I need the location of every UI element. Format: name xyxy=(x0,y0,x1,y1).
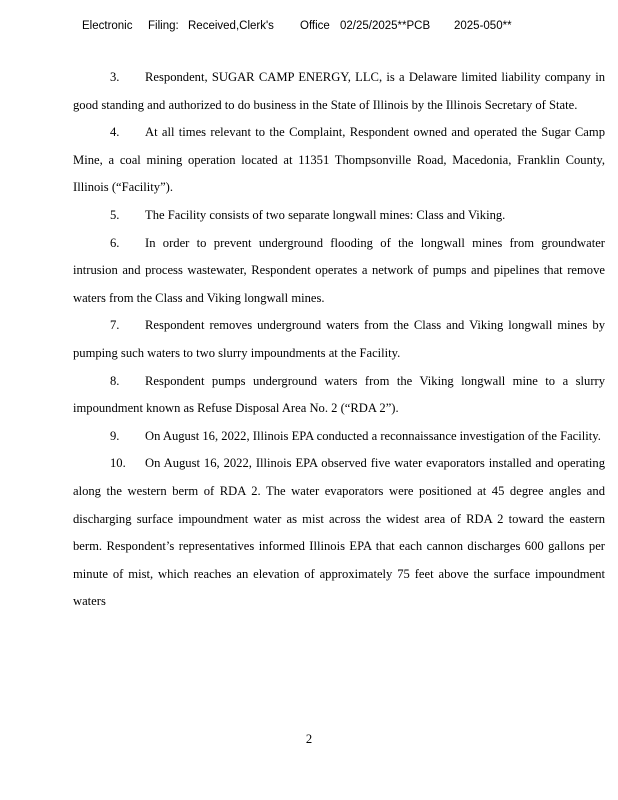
header-electronic: Electronic xyxy=(82,20,133,32)
document-body xyxy=(73,64,605,616)
paragraph-text: In order to prevent underground flooding of the longwall mines from groundwater intrusion and process wastewater, Respondent operates a network of pumps and pipelines that remove waters from the Class and Viking longwall mines. xyxy=(73,235,605,305)
paragraph-number: 5. xyxy=(110,207,120,222)
paragraph-9 xyxy=(73,423,605,451)
page-number: 2 xyxy=(305,732,313,746)
paragraph-number: 9. xyxy=(110,428,120,443)
paragraph-10 xyxy=(73,450,605,616)
header-office: Office xyxy=(300,20,330,32)
header-received: Received,Clerk's xyxy=(188,20,274,32)
paragraph-number: 8. xyxy=(110,373,120,388)
header-docket: 2025-050** xyxy=(454,20,512,32)
paragraph-6 xyxy=(73,230,605,313)
paragraph-number: 7. xyxy=(110,318,120,333)
paragraph-text: Respondent pumps underground waters from the Viking longwall mine to a slurry impoundment known as Refuse Disposal Area No. 2 (“RDA 2”). xyxy=(73,373,605,416)
paragraph-text: The Facility consists of two separate longwall mines: Class and Viking. xyxy=(145,207,506,222)
paragraph-number: 10. xyxy=(110,456,126,471)
paragraph-number: 4. xyxy=(110,125,120,140)
paragraph-3 xyxy=(73,64,605,119)
header-date: 02/25/2025**PCB xyxy=(340,20,431,32)
header-filing: Filing: xyxy=(148,20,179,32)
paragraph-number: 3. xyxy=(110,70,120,84)
paragraph-4 xyxy=(73,119,605,202)
paragraph-text: On August 16, 2022, Illinois EPA conducted a reconnaissance investigation of the Facility. xyxy=(145,428,601,443)
paragraph-text: On August 16, 2022, Illinois EPA observed five water evaporators installed and operating along the western berm of RDA 2. The water evaporators were positioned at 45 degree angles and discharging surface impoundment water as mist across the widest area of RDA 2 toward the eastern berm. Respondent’s representatives informed Illinois EPA that each cannon discharges 600 gallons per minute of mist, which reaches an elevation of approximately 75 feet above the surface impoundment waters xyxy=(73,456,605,609)
filing-header xyxy=(82,20,602,32)
paragraph-7 xyxy=(73,312,605,367)
paragraph-text: Respondent removes underground waters from the Class and Viking longwall mines by pumping such waters to two slurry impoundments at the Facility. xyxy=(73,318,605,360)
paragraph-text: At all times relevant to the Complaint, Respondent owned and operated the Sugar Camp Mine, a coal mining operation located at 11351 Thompsonville Road, Macedonia, Franklin County, Illinois (“Facility”). xyxy=(73,125,605,195)
paragraph-text: Respondent, SUGAR CAMP ENERGY, LLC, is a Delaware limited liability company in good standing and authorized to do business in the State of Illinois by the Illinois Secretary of State. xyxy=(73,70,605,112)
paragraph-5 xyxy=(73,202,605,230)
paragraph-number: 6. xyxy=(110,235,120,250)
paragraph-8 xyxy=(73,368,605,423)
